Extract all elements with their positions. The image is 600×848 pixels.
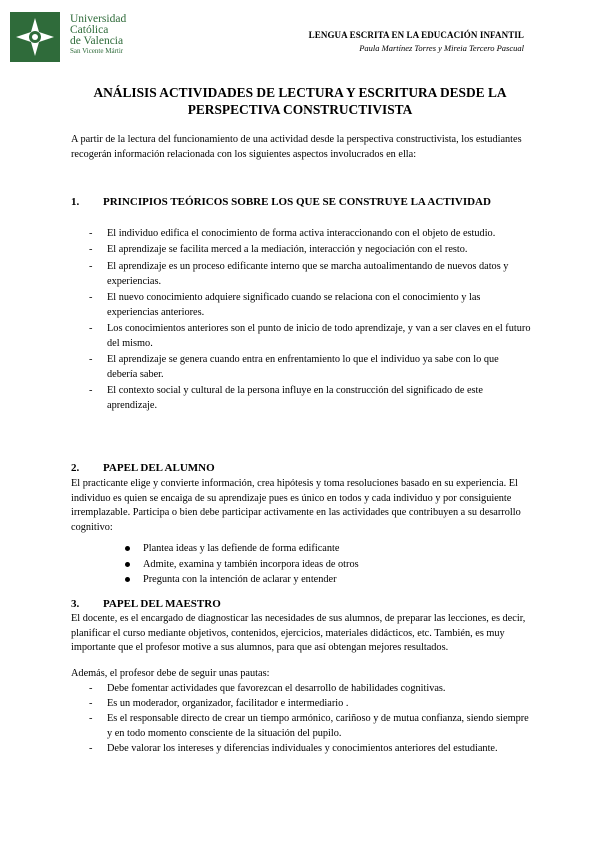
section-2-heading [71, 461, 511, 476]
title-line-2: PERSPECTIVA CONSTRUCTIVISTA [187, 102, 413, 117]
bullet-icon [125, 577, 130, 582]
list-item: - El aprendizaje se facilita merced a la mediación, interacción y negociación con el resto. [89, 244, 468, 256]
institution-subtitle: San Vicente Mártir [70, 47, 124, 55]
list-item: - Debe valorar los intereses y diferencias individuales y conocimientos anteriores del estudiante. [89, 742, 498, 754]
list-item: - Los conocimientos anteriores son el punto de inicio de todo aprendizaje, y van a ser claves en el futuro del mismo. [89, 323, 531, 349]
header-info [309, 30, 524, 53]
university-logo [10, 12, 130, 62]
section-2-title: PAPEL DEL ALUMNO [103, 462, 215, 474]
section-3-paragraph-2: Además, el profesor debe de seguir unas pautas: [71, 668, 270, 679]
bullet-icon [125, 562, 130, 567]
section-3-title: PAPEL DEL MAESTRO [103, 598, 221, 610]
bullet-icon [125, 546, 130, 551]
list-item: - Es el responsable directo de crear un tiempo armónico, cariñoso y de mutua confianza, siendo siempre y en todo momento consciente de la situación del pupilo. [89, 713, 529, 739]
section-1-title: PRINCIPIOS TEÓRICOS SOBRE LOS QUE SE CONSTRUYE LA ACTIVIDAD [103, 196, 491, 208]
section-1-heading [71, 195, 511, 210]
list-item: - El aprendizaje se genera cuando entra en enfrentamiento lo que el individuo ya sabe con lo que debería saber. [89, 354, 499, 380]
list-item: - Debe fomentar actividades que favorezcan el desarrollo de habilidades cognitivas. [89, 683, 446, 694]
list-item: - El individuo edifica el conocimiento de forma activa interaccionando con el objeto de estudio. [89, 228, 496, 239]
section-2-paragraph: El practicante elige y convierte información, crea hipótesis y toma resoluciones basado en su experiencia. El individuo es quien se encaiga de su aprendizaje pues es único en todos y cada individuo y por consiguiente irremplazable. Participa o bien debe participar activamente en las actividades que contribuyen a su desarrollo cognitivo: [71, 478, 521, 533]
list-item: - El nuevo conocimiento adquiere significado cuando se relaciona con el conocimiento y las experiencias anteriores. [89, 292, 481, 318]
authors: Paula Martínez Torres y Mireia Tercero Pascual [359, 43, 524, 53]
institution-name [70, 14, 126, 56]
list-item: Pregunta con la intención de aclarar y entender [125, 572, 505, 588]
list-item: Plantea ideas y las defiende de forma edificante [125, 541, 505, 557]
section-1-list [89, 227, 531, 415]
list-item: Admite, examina y también incorpora ideas de otros [125, 557, 505, 573]
section-3-heading [71, 597, 511, 612]
institution-line-3: de Valencia [70, 35, 124, 47]
section-3-list [89, 682, 529, 757]
section-2-list [125, 541, 505, 588]
section-3-number: 3. [71, 598, 80, 610]
section-2-number: 2. [71, 462, 80, 474]
institution-line-1: Universidad [70, 13, 127, 25]
section-3-paragraph: El docente, es el encargado de diagnosticar las necesidades de sus alumnos, de preparar las lecciones, es decir, planificar el curso mediante objetivos, contenidos, ejercicios, materiales didácticos, etc. También, es muy importante que el profesor motive a sus alumnos, para que así obtengan mejores resultados. [71, 613, 526, 654]
university-emblem-icon [10, 12, 60, 62]
document-title [60, 84, 540, 118]
list-item: - El aprendizaje es un proceso edificante interno que se marcha autoalimentando de nuevos datos y experiencias. [89, 260, 509, 287]
list-item: - Es un moderador, organizador, facilitador e intermediario . [89, 698, 349, 710]
intro-paragraph: A partir de la lectura del funcionamiento de una actividad desde la perspectiva constructivista, los estudiantes recogerán información relacionada con los siguientes aspectos involucrados en ella: [71, 134, 522, 160]
section-1-number: 1. [71, 196, 80, 208]
title-line-1: ANÁLISIS ACTIVIDADES DE LECTURA Y ESCRITURA DESDE LA [93, 85, 507, 100]
course-title: LENGUA ESCRITA EN LA EDUCACIÓN INFANTIL [308, 30, 524, 40]
institution-line-2: Católica [70, 24, 109, 36]
list-item: - El contexto social y cultural de la persona influye en la construcción del significado de este aprendizaje. [89, 385, 483, 411]
